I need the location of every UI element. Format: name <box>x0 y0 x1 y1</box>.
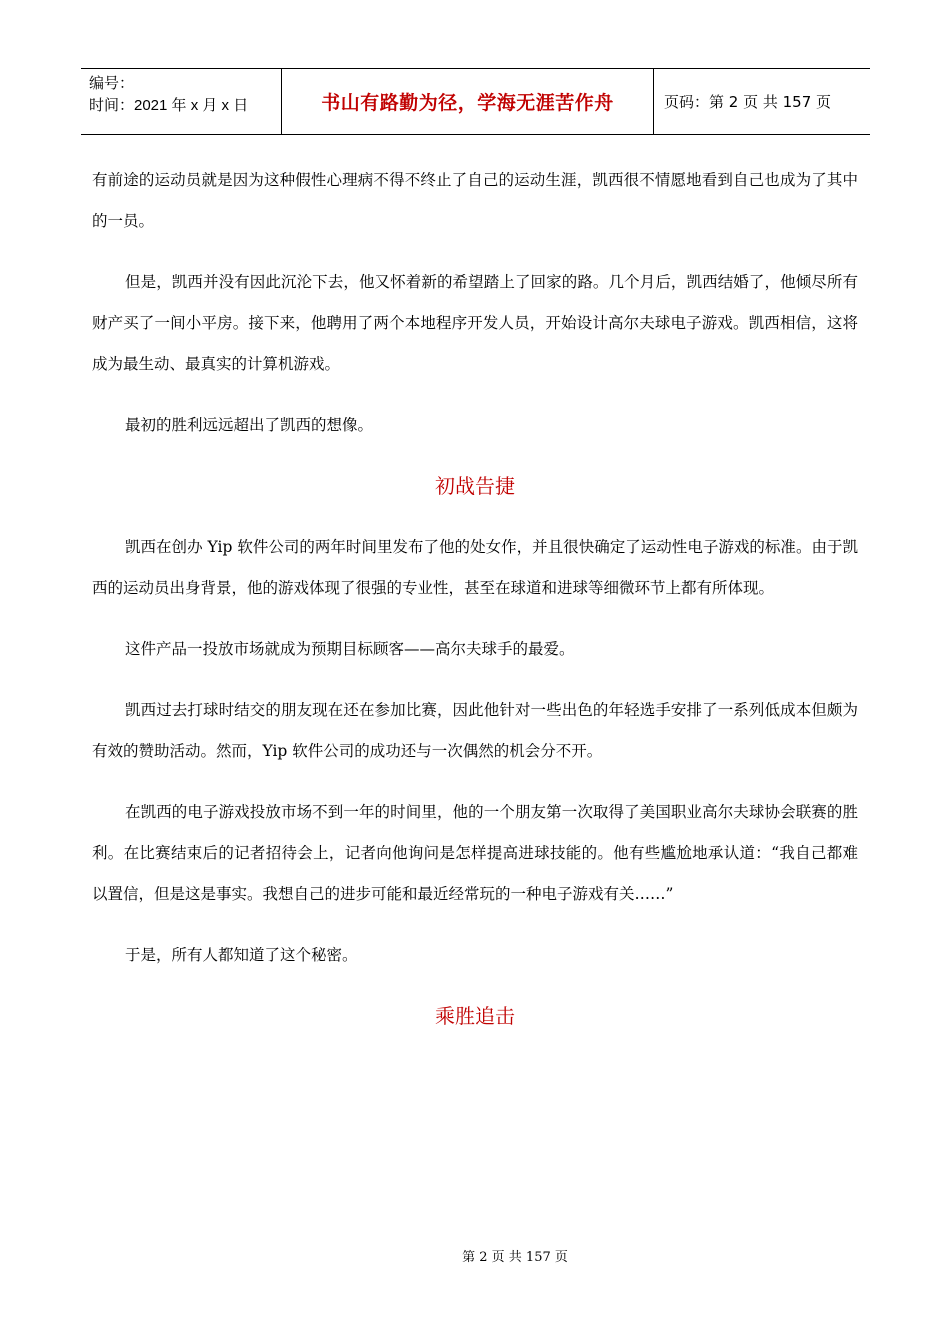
header-info <box>81 69 281 134</box>
date-label: 时间：2021 年 x 月 x 日 <box>89 97 249 114</box>
paragraph: 这件产品一投放市场就成为预期目标顾客——高尔夫球手的最爱。 <box>125 640 575 658</box>
page-header <box>81 68 870 135</box>
document-body <box>92 160 858 1057</box>
header-page-number: 页码：第 2 页 共 157 页 <box>664 93 832 111</box>
paragraph: 于是，所有人都知道了这个秘密。 <box>125 946 358 964</box>
paragraph: 在凯西的电子游戏投放市场不到一年的时间里，他的一个朋友第一次取得了美国职业高尔夫球协会联赛的胜利。在比赛结束后的记者招待会上，记者向他询问是怎样提高进球技能的。他有些尴尬地承认道：“我自己都难以置信，但是这是事实。我想自己的进步可能和最近经常玩的一种电子游戏有关……” <box>92 803 858 903</box>
number-label: 编号： <box>89 75 135 92</box>
section-heading: 初战告捷 <box>435 474 515 498</box>
paragraph: 最初的胜利远远超出了凯西的想像。 <box>125 416 374 434</box>
paragraph: 有前途的运动员就是因为这种假性心理病不得不终止了自己的运动生涯，凯西很不情愿地看到自己也成为了其中的一员。 <box>92 171 858 230</box>
paragraph: 凯西在创办 Yip 软件公司的两年时间里发布了他的处女作，并且很快确定了运动性电子游戏的标准。由于凯西的运动员出身背景，他的游戏体现了很强的专业性，甚至在球道和进球等细微环节上都有所体现。 <box>92 538 858 597</box>
page-footer: 第 2 页 共 157 页 <box>462 1250 568 1265</box>
header-motto: 书山有路勤为径，学海无涯苦作舟 <box>281 69 654 134</box>
paragraph: 但是，凯西并没有因此沉沦下去，他又怀着新的希望踏上了回家的路。几个月后，凯西结婚了，他倾尽所有财产买了一间小平房。接下来，他聘用了两个本地程序开发人员，开始设计高尔夫球电子游戏。凯西相信，这将成为最生动、最真实的计算机游戏。 <box>92 273 858 373</box>
section-heading: 乘胜追击 <box>435 1004 515 1028</box>
paragraph: 凯西过去打球时结交的朋友现在还在参加比赛，因此他针对一些出色的年轻选手安排了一系列低成本但颇为有效的赞助活动。然而，Yip 软件公司的成功还与一次偶然的机会分不开。 <box>92 701 858 760</box>
